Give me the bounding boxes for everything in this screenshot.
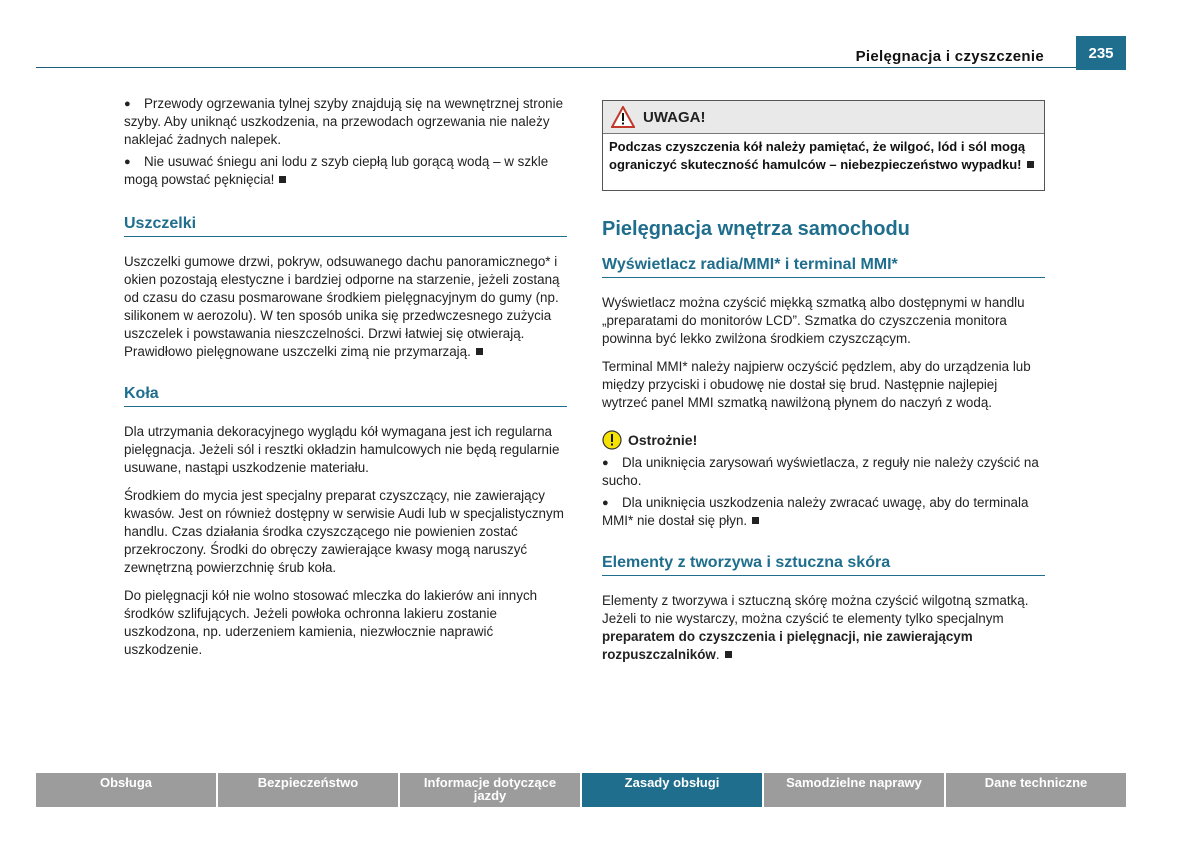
list-item: ● Dla uniknięcia zarysowań wyświetlacza, z reguły nie należy czyścić na sucho. (602, 455, 1039, 488)
main-heading: Pielęgnacja wnętrza samochodu (602, 218, 910, 240)
bullet-icon: ● (124, 156, 131, 168)
section-heading-plastics: Elementy z tworzywa i sztuczna skóra (602, 554, 1045, 576)
end-mark-icon (279, 176, 286, 183)
warning-text: Podczas czyszczenia kół należy pamiętać, że wilgoć, lód i sól mogą ograniczyć skuteczność hamulców – niebezpieczeństwo wypadku! (603, 134, 1044, 178)
page-number: 235 (1076, 36, 1126, 70)
tab-dane-techniczne[interactable]: Dane techniczne (946, 773, 1126, 807)
warning-title-bar: UWAGA! (603, 101, 1044, 134)
warning-triangle-icon (611, 106, 635, 128)
end-mark-icon (476, 348, 483, 355)
right-column (602, 220, 1045, 674)
footer-nav (36, 773, 1126, 807)
header-title: Pielęgnacja i czyszczenie (855, 48, 1044, 65)
tab-bezpieczenstwo[interactable]: Bezpieczeństwo (218, 773, 398, 807)
wheels-text-3: Do pielęgnacji kół nie wolno stosować mleczka do lakierów ani innych środków szlifujących. Jeżeli powłoka ochronna lakieru zostanie uszkodzona, np. uderzeniem kamienia, niezwłocznie naprawić uszkodzenie. (124, 588, 538, 657)
caution-title: Ostrożnie! (602, 430, 1045, 450)
section-heading-seals: Uszczelki (124, 215, 567, 237)
tab-zasady-obslugi[interactable]: Zasady obsługi (582, 773, 762, 807)
bullet-icon: ● (602, 457, 609, 469)
bullet-icon: ● (124, 98, 131, 110)
wheels-text-1: Dla utrzymania dekoracyjnego wyglądu kół wymagana jest ich regularna pielęgnacja. Jeżeli sól i resztki okładzin hamulcowych nie będą regularnie usuwane, nastąpi uszkodzenie materiału. (124, 424, 560, 475)
tab-obsluga[interactable]: Obsługa (36, 773, 216, 807)
mmi-text-1: Wyświetlacz można czyścić miękką szmatką albo dostępnymi w handlu „preparatami do monitorów LCD”. Szmatka do czyszczenia monitora powinna być lekko zwilżona środkiem czyszczącym. (602, 295, 1025, 346)
wheels-text-2: Środkiem do mycia jest specjalny preparat czyszczący, nie zawierający kwasów. Jest on również dostępny w serwisie Audi lub w specjalistycznym handlu. Czas działania środka czyszczącego nie powienien zostać przekroczony. Środki do obręczy zawierające kwasy mogą naruszyć zewnętrzną powierzchnię śrub koła. (124, 488, 564, 575)
header-rule (36, 67, 1076, 68)
end-mark-icon (1027, 161, 1034, 168)
warning-box (602, 100, 1045, 191)
mmi-text-2: Terminal MMI* należy najpierw oczyścić pędzlem, aby do urządzenia lub między przyciski i obudowę nie dostał się brud. Następnie najlepiej wytrzeć panel MMI szmatką nawilżoną płynem do naczyń z wodą. (602, 359, 1031, 410)
left-column (124, 95, 567, 669)
end-mark-icon (752, 517, 759, 524)
end-mark-icon (725, 651, 732, 658)
plastics-text: Elementy z tworzywa i sztuczną skórę można czyścić wilgotną szmatką. Jeżeli to nie wystarczy, można czyścić te elementy tylko specjalnym preparatem do czyszczenia i pielęgnacji, nie zawierającym rozpuszczalników. (602, 593, 1029, 662)
caution-icon (602, 430, 622, 450)
list-item: ● Dla uniknięcia uszkodzenia należy zwracać uwagę, aby do terminala MMI* nie dostał się płyn. (602, 495, 1029, 528)
tab-samodzielne-naprawy[interactable]: Samodzielne naprawy (764, 773, 944, 807)
bullet-icon: ● (602, 497, 609, 509)
list-item: ● Nie usuwać śniegu ani lodu z szyb ciepłą lub gorącą wodą – w szkle mogą powstać pęknięcia! (124, 154, 549, 187)
section-heading-mmi: Wyświetlacz radia/MMI* i terminal MMI* (602, 256, 1045, 278)
list-item: ● Przewody ogrzewania tylnej szyby znajdują się na wewnętrznej stronie szyby. Aby uniknąć uszkodzenia, na przewodach ogrzewania nie należy naklejać żadnych nalepek. (124, 96, 564, 147)
seals-text: Uszczelki gumowe drzwi, pokryw, odsuwanego dachu panoramicznego* i okien pozostają elestyczne i bardziej odporne na starzenie, jeżeli zostaną od czasu do czasu posmarowane środkiem pielęgnacyjnym do gumy (np. silikonem w aerozolu). W ten sposób unika się przedwczesnego zużycia uszczelek i powstawania nieszczelności. Drzwi łatwiej się otwierają. Prawidłowo pielęgnowane uszczelki zimą nie przymarzają. (124, 254, 560, 359)
tab-informacje[interactable]: Informacje dotyczące jazdy (400, 773, 580, 807)
section-heading-wheels: Koła (124, 385, 567, 407)
